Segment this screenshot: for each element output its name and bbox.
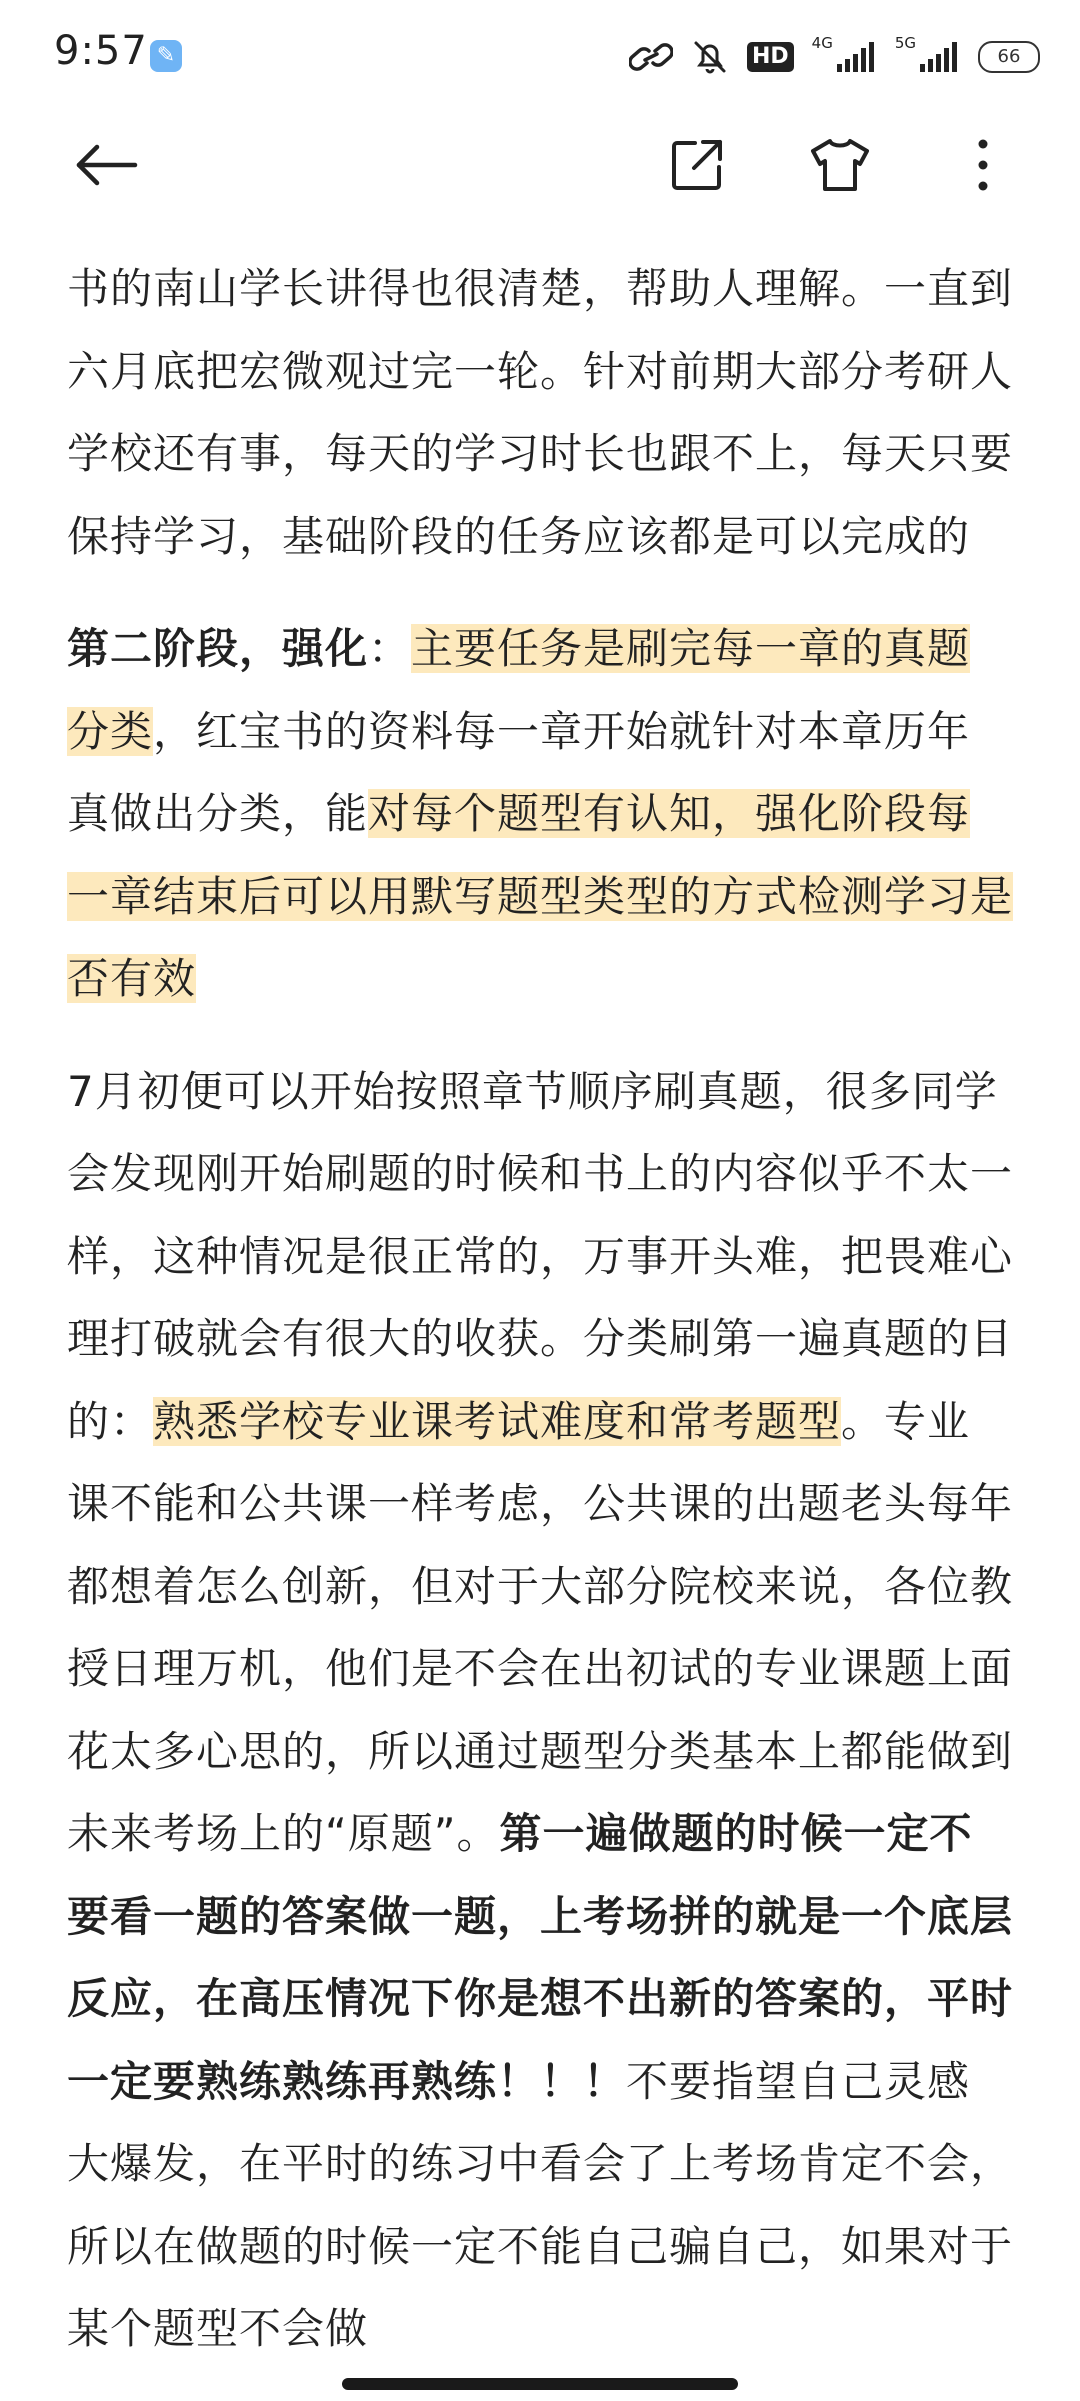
back-button[interactable] xyxy=(72,130,142,200)
gesture-bar[interactable] xyxy=(342,2378,738,2390)
paragraph-1 xyxy=(67,248,1013,578)
hd-badge: HD xyxy=(747,42,794,72)
paragraph-2 xyxy=(67,608,1013,1021)
article-body xyxy=(67,248,1013,2401)
paragraph-3-middle: 。专业课不能和公共课一样考虑，公共课的出题老头每年都想着怎么创新，但对于大部分院校来说，各位教授日理万机，他们是不会在出初试的专业课题上面花太多心思的，所以通过题型分类基本上都能做到未来考场上的“原题”。 xyxy=(67,1396,1014,1858)
vertical-dots-icon xyxy=(976,138,990,192)
more-options-button[interactable] xyxy=(948,130,1018,200)
paragraph-3-end: 不要指望自己灵感大爆发，在平时的练习中看会了上考场肯定不会，所以在做题的时候一定不能自己骗自己，如果对于某个题型不会做 xyxy=(67,2056,1014,2353)
paragraph-1-text: 书的南山学长讲得也很清楚，帮助人理解。一直到六月底把宏微观过完一轮。针对前期大部分考研人学校还有事，每天的学习时长也跟不上，每天只要保持学习，基础阶段的任务应该都是可以完成的 xyxy=(67,264,1014,561)
mute-bell-icon xyxy=(691,38,729,76)
bold-warning: 第一遍做题的时候一定不要看一题的答案做一题，上考场拼的就是一个底层反应，在高压情况下你是想不出新的答案的，平时一定要熟练熟练再熟练！！！ xyxy=(67,1809,1014,2106)
heading-colon: ： xyxy=(368,624,412,673)
app-notification-icon: ✎ xyxy=(150,40,182,72)
network-5g-label: 5G xyxy=(894,34,916,52)
battery-icon: 66 xyxy=(978,41,1040,73)
highlight-main-task: 主要任务是刷完每一章的真题分类 xyxy=(67,624,971,756)
section-heading: 第二阶段，强化 xyxy=(67,624,369,673)
paragraph-3 xyxy=(67,1051,1013,2371)
highlight-self-check: 对每个题型有认知，强化阶段每一章结束后可以用默写题型类型的方式检测学习是否有效 xyxy=(67,789,1014,1003)
external-link-icon xyxy=(669,137,725,193)
signal-icon xyxy=(837,42,877,72)
highlight-exam-goal: 熟悉学校专业课考试难度和常考题型 xyxy=(153,1396,842,1446)
paragraph-3-start: 7月初便可以开始按照章节顺序刷真题，很多同学会发现刚开始刷题的时候和书上的内容似乎不太一样，这种情况是很正常的，万事开头难，把畏难心理打破就会有很大的收获。分类刷第一遍真题的目的： xyxy=(67,1066,1014,1446)
paragraph-2-middle: ，红宝书的资料每一章开始就针对本章历年真做出分类，能 xyxy=(67,706,971,838)
status-icons xyxy=(629,32,1040,82)
status-time: 9:57 xyxy=(54,28,148,74)
arrow-left-icon xyxy=(75,143,139,187)
t-shirt-icon xyxy=(809,137,871,193)
signal-icon-2 xyxy=(920,42,960,72)
app-toolbar xyxy=(0,110,1080,220)
theme-button[interactable] xyxy=(805,130,875,200)
status-bar xyxy=(0,0,1080,110)
network-4g-label: 4G xyxy=(811,34,833,52)
share-button[interactable] xyxy=(662,130,732,200)
link-icon xyxy=(629,39,673,75)
